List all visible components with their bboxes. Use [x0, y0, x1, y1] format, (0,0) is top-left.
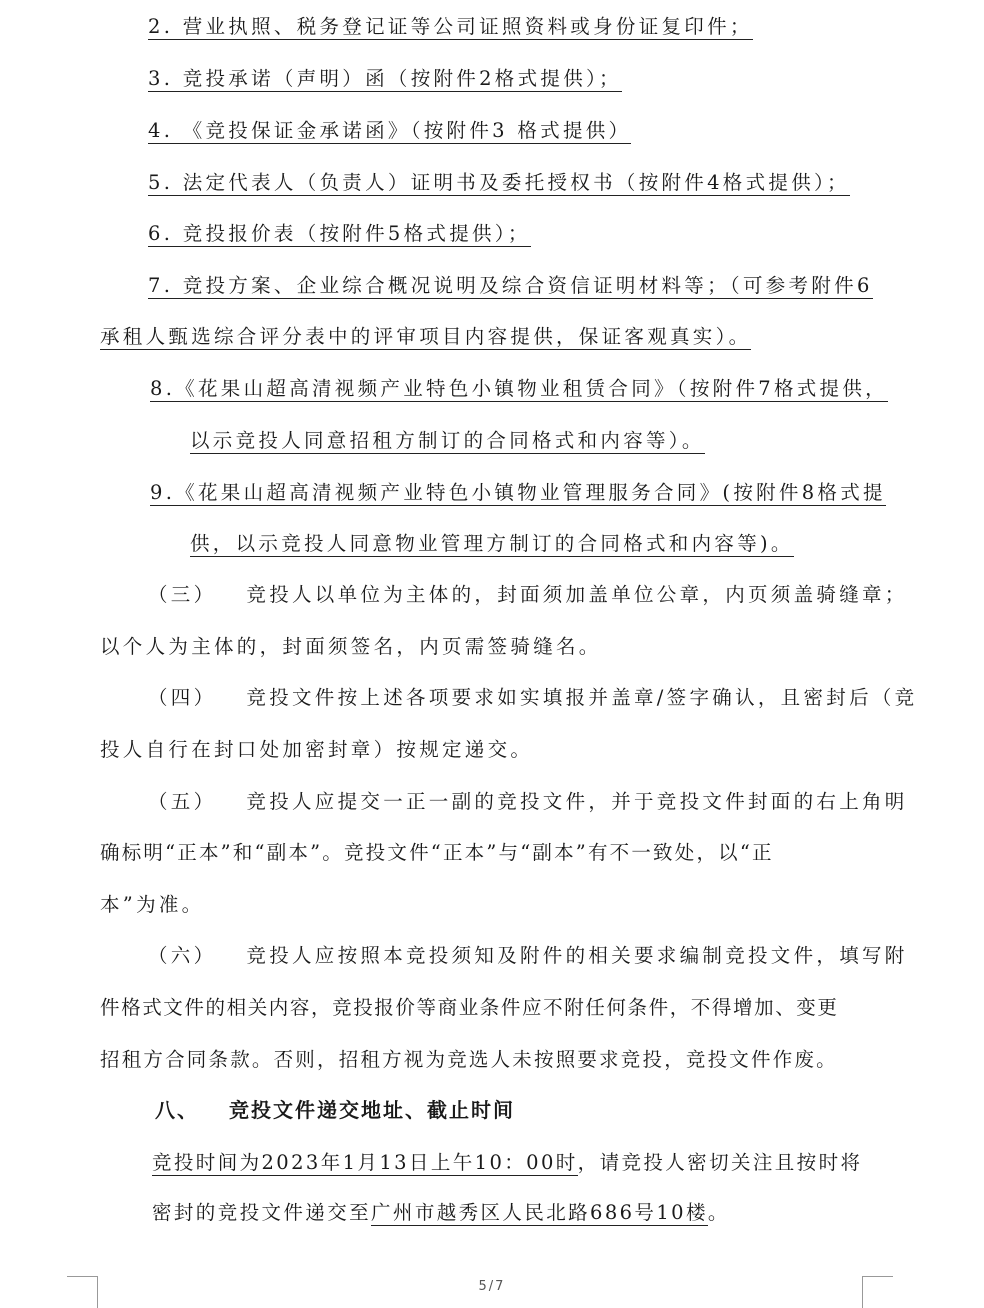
paragraph-4-cont: 投人自行在封口处加密封章）按规定递交。	[100, 738, 534, 761]
paragraph-6: （六） 竞投人应按照本竞投须知及附件的相关要求编制竞投文件，填写附	[148, 944, 908, 967]
list-item-9: 9.《花果山超高清视频产业特色小镇物业管理服务合同》(按附件8格式提	[150, 481, 886, 504]
list-item-7-cont: 承租人甄选综合评分表中的评审项目内容提供，保证客观真实）。	[100, 325, 752, 348]
paragraph-4: （四） 竞投文件按上述各项要求如实填报并盖章/签字确认，且密封后（竞	[148, 686, 918, 709]
list-item-4: 4. 《竞投保证金承诺函》（按附件3 格式提供）	[148, 119, 632, 142]
paragraph-5-cont: 确标明“正本”和“副本”。竞投文件“正本”与“副本”有不一致处，以“正	[100, 841, 774, 864]
list-item-9-cont: 供，以示竞投人同意物业管理方制订的合同格式和内容等)。	[190, 532, 794, 555]
paragraph-5: （五） 竞投人应提交一正一副的竞投文件，并于竞投文件封面的右上角明	[148, 790, 908, 813]
page-number: 5/7	[478, 1279, 506, 1294]
list-item-2: 2. 营业执照、税务登记证等公司证照资料或身份证复印件；	[148, 15, 753, 38]
section-8-line-1: 竞投时间为2023年1月13日上午10：00时，请竞投人密切关注且按时将	[152, 1151, 863, 1174]
list-item-8-cont: 以示竞投人同意招租方制订的合同格式和内容等）。	[190, 429, 705, 452]
paragraph-6-cont: 件格式文件的相关内容，竞投报价等商业条件应不附任何条件，不得增加、变更	[100, 996, 839, 1019]
paragraph-3: （三） 竞投人以单位为主体的，封面须加盖单位公章，内页须盖骑缝章；	[148, 583, 908, 606]
section-8-line-2: 密封的竞投文件递交至广州市越秀区人民北路686号10楼。	[152, 1201, 730, 1224]
list-item-6: 6. 竞投报价表（按附件5格式提供）；	[148, 222, 531, 245]
list-item-8: 8.《花果山超高清视频产业特色小镇物业租赁合同》（按附件7格式提供，	[150, 377, 888, 400]
list-item-5: 5. 法定代表人（负责人）证明书及委托授权书（按附件4格式提供）；	[148, 171, 850, 194]
paragraph-3-cont: 以个人为主体的，封面须签名，内页需签骑缝名。	[100, 635, 602, 658]
paragraph-6-cont2: 招租方合同条款。否则，招租方视为竞选人未按照要求竞投，竞投文件作废。	[100, 1048, 838, 1071]
section-heading: 八、 竞投文件递交地址、截止时间	[155, 1098, 515, 1122]
list-item-7: 7. 竞投方案、企业综合概况说明及综合资信证明材料等；（可参考附件6	[148, 274, 873, 297]
list-item-3: 3. 竞投承诺（声明）函（按附件2格式提供）；	[148, 67, 622, 90]
paragraph-5-cont2: 本”为准。	[100, 893, 205, 916]
